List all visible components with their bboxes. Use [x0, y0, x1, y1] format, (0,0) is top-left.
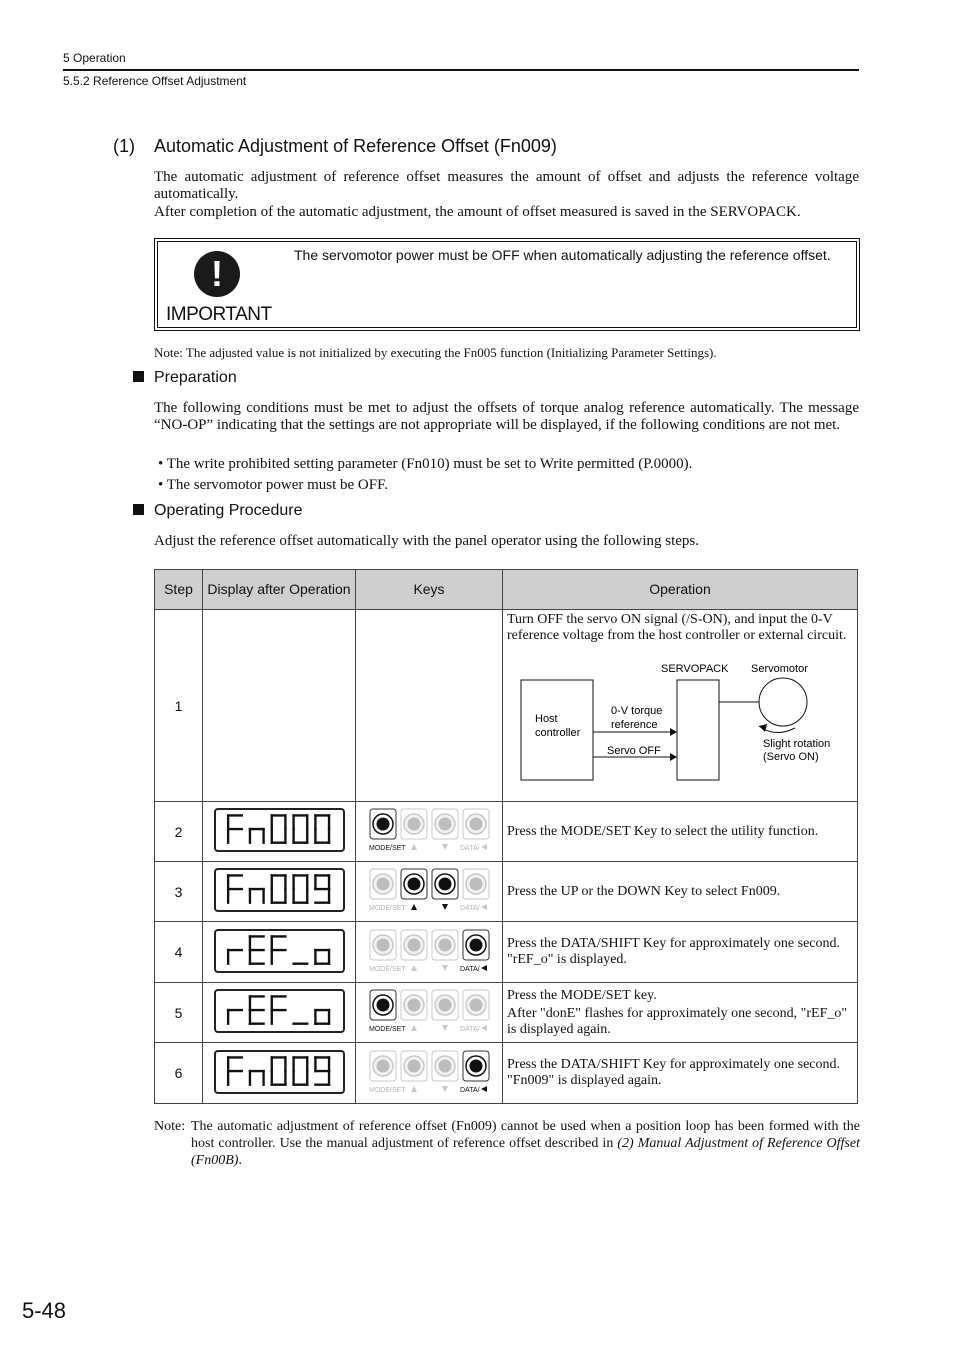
square-bullet-icon	[133, 504, 144, 515]
mode-set-caption: MODE/SET	[369, 905, 406, 912]
panel-key-mode-set	[370, 869, 396, 899]
wiring-diagram	[507, 646, 847, 781]
down-arrow-icon	[442, 904, 448, 910]
panel-keys	[368, 867, 490, 913]
panel-key-down	[432, 809, 458, 839]
section-header: 5.5.2 Reference Offset Adjustment	[63, 74, 247, 88]
panel-key-data	[463, 1051, 489, 1081]
mode-set-caption: MODE/SET	[369, 1086, 406, 1094]
panel-key-mode-set	[370, 809, 396, 839]
table-row: 1 Turn OFF the servo ON signal (/S-ON), and input the 0-V reference voltage from the host controller or external circuit. SERVOPACK Servomotor Host controller 0-V torque reference Servo OFF Slight rotation (Servo ON)	[155, 610, 858, 802]
rotation-label-1: Slight rotation	[763, 738, 831, 750]
panel-key-mode-set	[370, 990, 396, 1020]
chapter-header: 5 Operation	[63, 51, 126, 65]
seven-segment-display	[214, 868, 345, 912]
data-caption: DATA/	[460, 845, 480, 852]
mode-set-caption: MODE/SET	[369, 965, 406, 973]
panel-keys	[368, 807, 490, 853]
panel-keys	[368, 928, 490, 974]
section-title	[113, 136, 557, 157]
up-arrow-icon	[411, 1086, 417, 1092]
panel-key-data	[463, 990, 489, 1020]
preparation-text: The following conditions must be met to adjust the offsets of torque analog reference automatically. The message “NO-OP” indicating that the settings are not appropriate will be displayed, if the following conditions are not met.	[154, 400, 859, 433]
servomotor-label: Servomotor	[751, 663, 808, 675]
header-rule	[63, 69, 859, 71]
controller-label: controller	[535, 727, 581, 739]
panel-key-down	[432, 930, 458, 960]
operation-text: Press the DATA/SHIFT Key for approximately one second. "rEF_o" is displayed.	[503, 922, 858, 983]
col-display: Display after Operation	[203, 570, 356, 610]
down-arrow-icon	[442, 965, 448, 971]
data-caption: DATA/	[460, 1086, 480, 1094]
operation-text: Turn OFF the servo ON signal (/S-ON), and input the 0-V reference voltage from the host controller or external circuit.	[507, 612, 847, 643]
page-number: 5-48	[22, 1298, 67, 1323]
data-caption: DATA/	[460, 1026, 480, 1033]
exclamation-icon: !	[194, 251, 240, 297]
servo-off-label: Servo OFF	[607, 745, 661, 757]
operation-text: Press the UP or the DOWN Key to select Fn009.	[503, 862, 858, 922]
panel-key-up	[401, 930, 427, 960]
preparation-item-2: • The servomotor power must be OFF.	[158, 477, 389, 493]
square-bullet-icon	[133, 371, 144, 382]
ref-label-2: reference	[611, 719, 658, 731]
table-row: 5 MODE/SET DATA/ Press the MODE/SET key. After "donE" flashes for approximately one second, "rEF_o" is displayed again.	[155, 983, 858, 1043]
left-arrow-icon	[481, 904, 487, 910]
mode-set-caption: MODE/SET	[369, 1026, 406, 1033]
col-operation: Operation	[503, 570, 858, 610]
preparation-heading: Preparation	[133, 369, 237, 387]
servopack-label: SERVOPACK	[661, 663, 729, 675]
operation-text: Press the MODE/SET key.	[507, 987, 657, 1003]
intro-paragraph-1: The automatic adjustment of reference offset measures the amount of offset and adjusts the reference voltage automatically.	[154, 169, 859, 202]
section-number: (1)	[113, 136, 135, 156]
panel-key-up	[401, 1051, 427, 1081]
panel-key-down	[432, 869, 458, 899]
seven-segment-display	[214, 808, 345, 852]
important-text: The servomotor power must be OFF when automatically adjusting the reference offset.	[294, 247, 831, 263]
up-arrow-icon	[411, 1025, 417, 1031]
procedure-text: Adjust the reference offset automatically with the panel operator using the following steps.	[154, 533, 699, 549]
col-step: Step	[155, 570, 203, 610]
table-row: 3 MODE/SET DATA/ Press the UP or the DOWN Key to select Fn009.	[155, 862, 858, 922]
intro-paragraph-2: After completion of the automatic adjustment, the amount of offset measured is saved in the SERVOPACK.	[154, 204, 801, 220]
panel-key-up	[401, 990, 427, 1020]
table-row: 2 MODE/SET DATA/ Press the MODE/SET Key to select the utility function.	[155, 802, 858, 862]
operation-text: Press the DATA/SHIFT Key for approximately one second. "Fn009" is displayed again.	[503, 1043, 858, 1104]
panel-keys	[368, 988, 490, 1034]
down-arrow-icon	[442, 1086, 448, 1092]
left-arrow-icon	[481, 1086, 487, 1092]
operation-text: Press the MODE/SET Key to select the utility function.	[503, 802, 858, 862]
table-row: 4 MODE/SET DATA/ Press the DATA/SHIFT Key for approximately one second. "rEF_o" is displayed.	[155, 922, 858, 983]
panel-key-data	[463, 869, 489, 899]
down-arrow-icon	[442, 844, 448, 850]
data-caption: DATA/	[460, 965, 480, 973]
section-title-text: Automatic Adjustment of Reference Offset (Fn009)	[154, 136, 557, 156]
mode-set-caption: MODE/SET	[369, 845, 406, 852]
up-arrow-icon	[411, 844, 417, 850]
left-arrow-icon	[481, 844, 487, 850]
ref-label-1: 0-V torque	[611, 705, 663, 717]
up-arrow-icon	[411, 904, 417, 910]
panel-key-down	[432, 990, 458, 1020]
operation-text-2: After "donE" flashes for approximately one second, "rEF_o" is displayed again.	[507, 1005, 848, 1037]
important-box	[154, 238, 860, 331]
panel-key-mode-set	[370, 1051, 396, 1081]
seven-segment-display	[214, 929, 345, 973]
table-row: 6 MODE/SET DATA/ Press the DATA/SHIFT Key for approximately one second. "Fn009" is displayed again.	[155, 1043, 858, 1104]
important-label: IMPORTANT	[166, 304, 272, 325]
panel-key-up	[401, 869, 427, 899]
panel-key-up	[401, 809, 427, 839]
panel-keys	[368, 1049, 490, 1095]
panel-key-down	[432, 1051, 458, 1081]
up-arrow-icon	[411, 965, 417, 971]
col-keys: Keys	[356, 570, 503, 610]
rotation-label-2: (Servo ON)	[763, 751, 819, 763]
left-arrow-icon	[481, 1025, 487, 1031]
panel-key-data	[463, 930, 489, 960]
note-initialize: Note: The adjusted value is not initialized by executing the Fn005 function (Initializing Parameter Settings).	[154, 345, 717, 360]
panel-key-mode-set	[370, 930, 396, 960]
procedure-table	[154, 569, 858, 1104]
procedure-heading: Operating Procedure	[133, 502, 303, 520]
data-caption: DATA/	[460, 905, 480, 912]
panel-key-data	[463, 809, 489, 839]
seven-segment-display	[214, 989, 345, 1033]
down-arrow-icon	[442, 1025, 448, 1031]
preparation-item-1: • The write prohibited setting parameter (Fn010) must be set to Write permitted (P.0000).	[158, 456, 693, 472]
seven-segment-display	[214, 1050, 345, 1094]
host-label: Host	[535, 713, 558, 725]
left-arrow-icon	[481, 965, 487, 971]
